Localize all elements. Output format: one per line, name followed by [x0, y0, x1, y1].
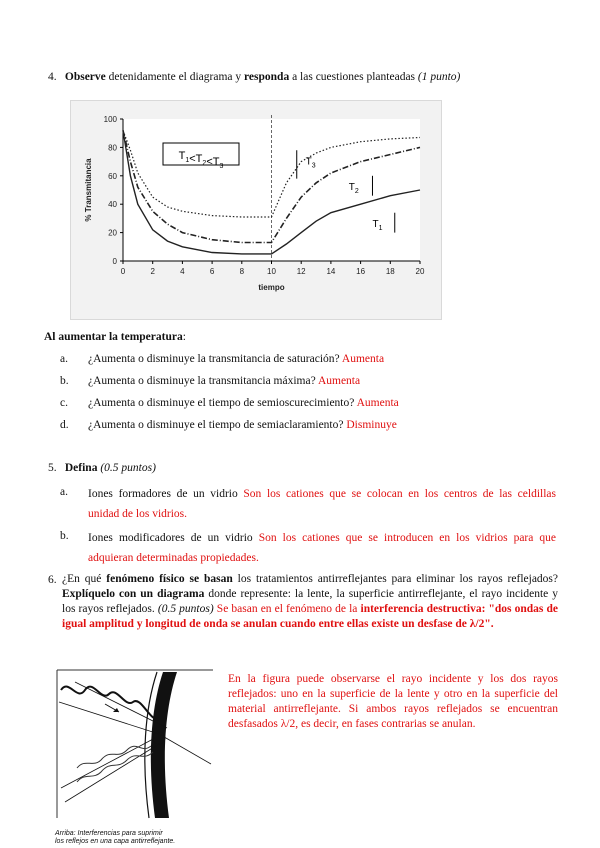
item-question: ¿Aumenta o disminuye el tiempo de semioscurecimiento?	[88, 397, 357, 409]
item-answer: Aumenta	[356, 397, 399, 409]
transmittance-chart	[70, 100, 442, 320]
question-number	[48, 572, 57, 588]
list-item	[60, 528, 69, 544]
question-4-header	[48, 71, 568, 83]
x-tick-label: 2	[150, 267, 155, 276]
interference-diagram	[55, 668, 215, 828]
chart-svg	[71, 101, 441, 319]
item-line	[88, 484, 556, 504]
item-question: ¿Aumenta o disminuye la transmitancia de saturación?	[88, 353, 342, 365]
item-letter: c.	[60, 397, 68, 409]
item-term: Iones formadores de un vidrio	[88, 488, 244, 500]
question-6-text	[62, 572, 558, 632]
list-item-text	[88, 373, 360, 389]
list-item-text	[88, 417, 397, 433]
list-item-text	[88, 528, 556, 568]
antireflection-figure	[55, 668, 215, 845]
x-tick-label: 6	[209, 267, 215, 276]
item-letter: d.	[60, 419, 69, 431]
temperature-heading	[44, 331, 186, 343]
item-question: ¿Aumenta o disminuye la transmitancia máxima?	[88, 375, 318, 387]
x-tick-label: 18	[385, 267, 395, 276]
item-answer: Disminuye	[346, 419, 397, 431]
x-tick-label: 20	[415, 267, 425, 276]
item-term: Iones modificadores de un vidrio	[88, 532, 259, 544]
list-item-text	[88, 395, 399, 411]
x-tick-label: 4	[180, 267, 185, 276]
question-number: 4.	[48, 71, 57, 83]
points-label: (0.5 puntos)	[97, 462, 156, 474]
heading-text: Al aumentar la temperatura	[44, 331, 183, 343]
y-tick-label: 40	[108, 200, 117, 210]
bold-phrase: Explíquelo con un diagrama	[62, 588, 205, 600]
question-text: donde represente: la lente, la superficie antirreflejante, el rayo incidente y los rayos reflejados.	[62, 588, 558, 615]
x-tick-label: 0	[120, 267, 126, 276]
heading-colon: :	[182, 331, 186, 343]
annotation-text: $T_2$	[348, 182, 359, 195]
x-tick-label: 14	[326, 267, 336, 276]
points-label: (0.5 puntos)	[157, 603, 214, 615]
responda-keyword: responda	[244, 71, 290, 83]
x-tick-label: 16	[356, 267, 366, 276]
question-text: a las cuestiones planteadas	[289, 71, 418, 83]
item-answer: Aumenta	[317, 375, 361, 387]
x-tick-label: 10	[267, 267, 276, 276]
item-question: ¿Aumenta o disminuye el tiempo de semiaclaramiento?	[88, 419, 347, 431]
item-answer-continued: unidad de los vidrios.	[88, 508, 188, 520]
item-letter: a.	[60, 353, 68, 365]
question-number: 5.	[48, 462, 57, 474]
x-tick-label: 12	[296, 267, 306, 276]
question-number-text: 6.	[48, 574, 57, 586]
item-answer-continued: adquieran determinadas propiedades.	[88, 552, 259, 564]
figure-caption	[55, 830, 235, 846]
annotation-text: $T_3$	[305, 156, 316, 170]
caption-line: Arriba: Interferencias para suprimir	[55, 830, 163, 837]
list-item	[60, 373, 69, 389]
y-axis-label: % Transmitancia	[84, 158, 93, 222]
item-answer: Son los cationes que se introducen en los vidrios para que	[258, 532, 556, 544]
list-item	[60, 417, 69, 433]
item-line	[88, 528, 556, 548]
question-text: detenidamente el diagrama y	[105, 71, 245, 83]
y-tick-label: 80	[108, 143, 117, 153]
question-text: ¿En qué	[62, 573, 107, 585]
answer-bold: interferencia destructiva: "dos ondas de igual amplitud y longitud de onda se anulan cuando entre ellas existe un desfase de λ/2".	[62, 603, 558, 630]
list-item	[60, 484, 68, 500]
legend-text: $T_1<T_2<T_3$	[178, 150, 224, 170]
list-item-text	[88, 484, 556, 524]
list-item-text	[88, 351, 384, 367]
points-label: (1 punto)	[417, 71, 461, 83]
answer-text: Se basan en el fenómeno de la	[213, 603, 361, 615]
list-item	[60, 351, 68, 367]
question-5-header	[48, 460, 156, 476]
question-text: los tratamientos antirreflejantes para eliminar los rayos reflejados?	[232, 573, 559, 585]
x-tick-label: 8	[239, 267, 245, 276]
y-tick-label: 60	[108, 171, 117, 181]
defina-keyword: Defina	[64, 462, 98, 474]
item-letter: b.	[60, 530, 69, 542]
item-letter: b.	[60, 375, 69, 387]
observe-keyword: Observe	[64, 71, 106, 83]
figure-background	[55, 668, 215, 828]
list-item	[60, 395, 68, 411]
annotation-text: $T_1$	[372, 218, 383, 232]
x-axis-label: tiempo	[258, 283, 285, 292]
item-answer: Son los cationes que se colocan en los centros de las celdillas	[243, 488, 556, 500]
caption-line: los reflejos en una capa antirreflejante.	[55, 838, 176, 845]
y-tick-label: 20	[108, 228, 117, 238]
explanation-paragraph: En la figura puede observarse el rayo incidente y los dos rayos reflejados: uno en la superficie de la lente y otro en la superficie del material antirreflejante. Si ambos rayos reflejados se encuentran desfasados λ/2, es decir, en fases contrarias se anulan.	[228, 673, 558, 730]
bold-phrase: fenómeno físico se basan	[106, 573, 233, 585]
y-tick-label: 0	[112, 257, 117, 266]
y-tick-label: 100	[103, 115, 117, 124]
item-letter: a.	[60, 486, 68, 498]
item-answer: Aumenta	[341, 353, 385, 365]
